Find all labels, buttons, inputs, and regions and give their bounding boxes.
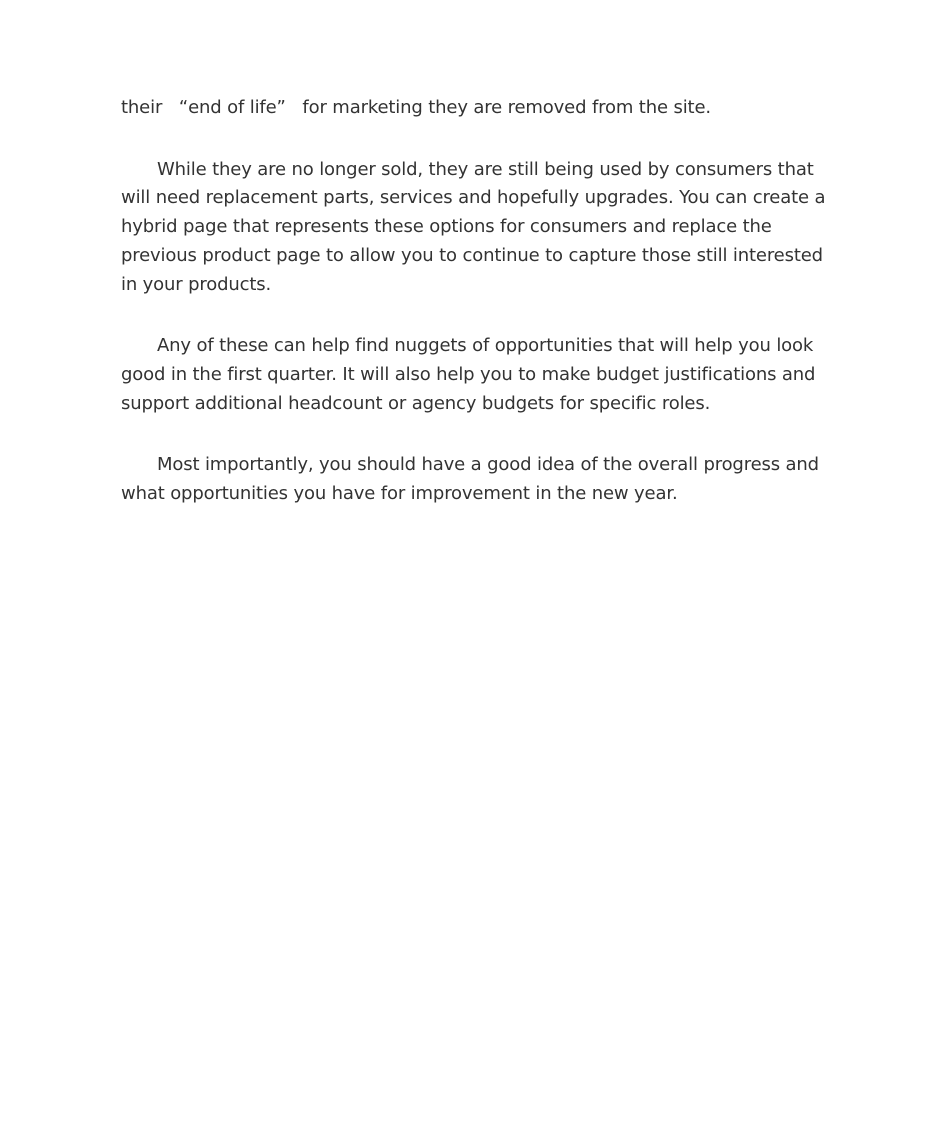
paragraph-opportunities: Any of these can help find nuggets of opportunities that will help you look good in the first quarter. It will also help you to make budget justifications and support additional headcount or agency budgets for specific roles. [121,335,816,414]
document-page [121,94,833,542]
paragraph-overall-progress: Most importantly, you should have a good idea of the overall progress and what opportunities you have for improvement in the new year. [121,454,819,505]
paragraph-continuation: their “end of life” for marketing they are removed from the site. [121,97,711,118]
paragraph-replacement-parts: While they are no longer sold, they are still being used by consumers that will need replacement parts, services and hopefully upgrades. You can create a hybrid page that represents these options for consumers and replace the previous product page to allow you to continue to capture those still interested in your products. [121,158,826,295]
